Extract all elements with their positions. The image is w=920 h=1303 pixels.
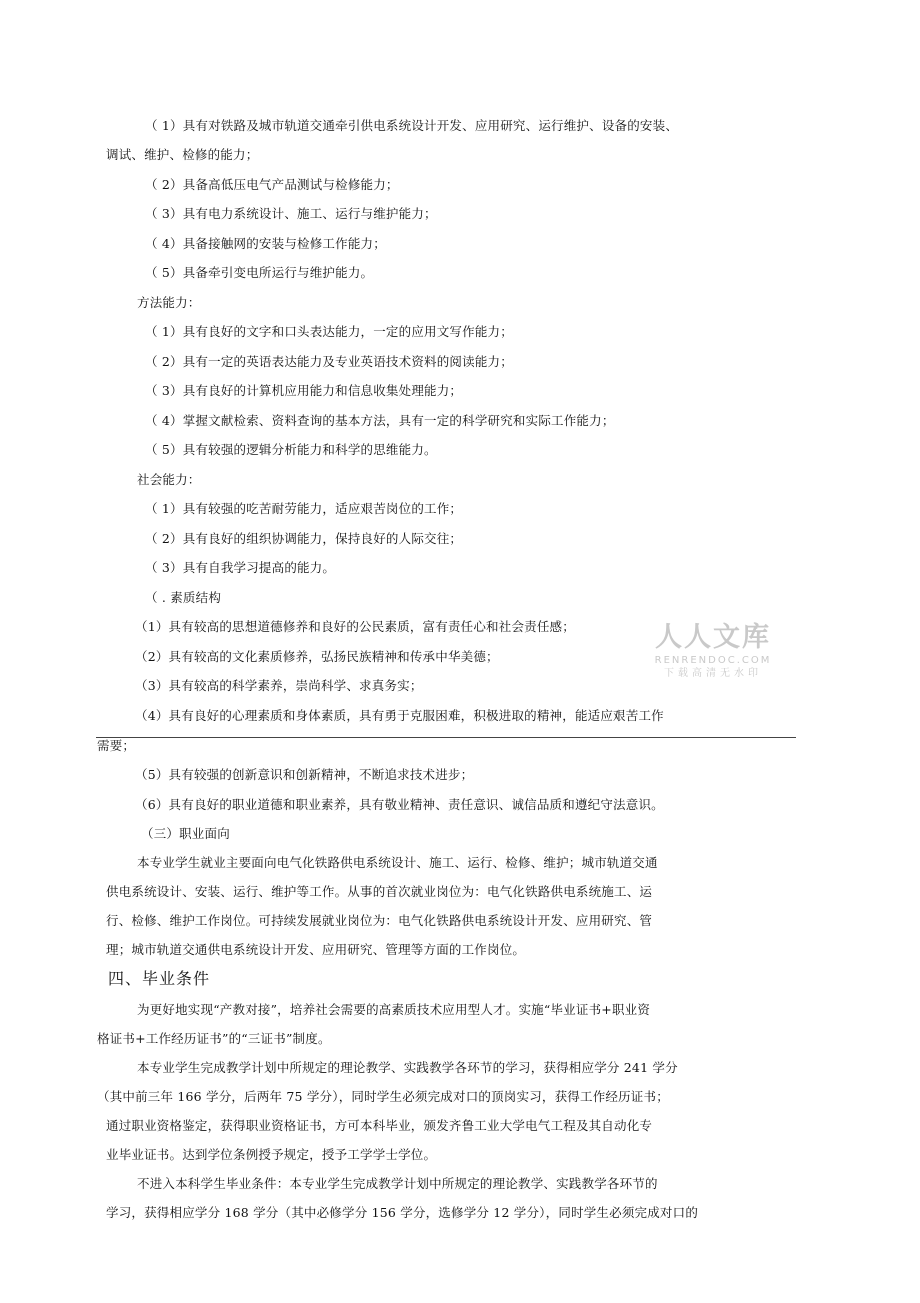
paragraph-line: 不进入本科学生毕业条件：本专业学生完成教学计划中所规定的理论教学、实践教学各环节的 [137,1176,658,1191]
text-line: 需要； [97,738,136,753]
text-line: （ 1）具有良好的文字和口头表达能力，一定的应用文写作能力； [145,324,513,339]
watermark-logo [648,622,778,680]
paragraph-line: （其中前三年 166 学分，后两年 75 学分），同时学生必须完成对口的顶岗实习，获得工作经历证书； [97,1089,669,1104]
watermark-url: RENRENDOC.COM [654,655,772,666]
paragraph-line: 本专业学生完成教学计划中所规定的理论教学、实践教学各环节的学习，获得相应学分 241 学分 [137,1060,678,1075]
paragraph-line: 通过职业资格鉴定，获得职业资格证书，方可本科毕业，颁发齐鲁工业大学电气工程及其自动化专 [106,1118,653,1133]
section-label: 方法能力： [137,295,201,310]
section-label: 社会能力： [137,472,201,487]
text-line: （ 5）具有较强的逻辑分析能力和科学的思维能力。 [145,442,437,457]
text-line: （ 1）具有对铁路及城市轨道交通牵引供电系统设计开发、应用研究、运行维护、设备的安装、 [145,118,679,133]
horizontal-rule [96,737,796,738]
text-line: （5）具有较强的创新意识和创新精神，不断追求技术进步； [135,767,474,782]
text-line: （3）具有较高的科学素养，崇尚科学、求真务实； [135,678,423,693]
paragraph-line: 业毕业证书。达到学位条例授予规定，授予工学学士学位。 [106,1147,437,1162]
text-line: （ 4）具备接触网的安装与检修工作能力； [145,236,386,251]
section-heading: 四、毕业条件 [108,969,211,988]
text-line: 调试、维护、检修的能力； [106,147,259,162]
text-line: （ 4）掌握文献检索、资料查询的基本方法，具有一定的科学研究和实际工作能力； [145,413,615,428]
text-line: （ 2）具备高低压电气产品测试与检修能力； [145,177,399,192]
text-line: （ 3）具有电力系统设计、施工、运行与维护能力； [145,206,437,221]
text-line: （ 1）具有较强的吃苦耐劳能力，适应艰苦岗位的工作； [145,501,463,516]
watermark-title: 人人文库 [655,622,771,653]
text-line: （ 3）具有良好的计算机应用能力和信息收集处理能力； [145,383,463,398]
paragraph-line: 行、检修、维护工作岗位。可持续发展就业岗位为：电气化铁路供电系统设计开发、应用研究、管 [106,913,653,928]
paragraph-line: 供电系统设计、安装、运行、维护等工作。从事的首次就业岗位为：电气化铁路供电系统施工、运 [106,884,653,899]
section-label: （ . 素质结构 [145,590,222,605]
text-line: （ 2）具有良好的组织协调能力，保持良好的人际交往； [145,531,463,546]
text-line: （4）具有良好的心理素质和身体素质，具有勇于克服困难，积极进取的精神，能适应艰苦工作 [135,708,664,723]
text-line: （6）具有良好的职业道德和职业素养，具有敬业精神、责任意识、诚信品质和遵纪守法意识。 [135,797,664,812]
paragraph-line: 学习，获得相应学分 168 学分（其中必修学分 156 学分，选修学分 12 学分），同时学生必须完成对口的 [106,1205,699,1220]
paragraph-line: 理；城市轨道交通供电系统设计开发、应用研究、管理等方面的工作岗位。 [106,942,526,957]
text-line: （ 3）具有自我学习提高的能力。 [145,560,336,575]
paragraph-line: 为更好地实现“产教对接”，培养社会需要的高素质技术应用型人才。实施“毕业证书+职业资 [137,1002,651,1017]
text-line: （2）具有较高的文化素质修养，弘扬民族精神和传承中华美德； [135,649,499,664]
paragraph-line: 本专业学生就业主要面向电气化铁路供电系统设计、施工、运行、检修、维护；城市轨道交通 [137,855,658,870]
text-line: （ 2）具有一定的英语表达能力及专业英语技术资料的阅读能力； [145,354,513,369]
text-line: （1）具有较高的思想道德修养和良好的公民素质，富有责任心和社会责任感； [135,619,575,634]
subsection-heading: （三）职业面向 [141,826,230,841]
watermark-subtitle: 下载高清无水印 [664,668,762,679]
paragraph-line: 格证书+工作经历证书”的“三证书”制度。 [97,1031,331,1046]
text-line: （ 5）具备牵引变电所运行与维护能力。 [145,265,374,280]
